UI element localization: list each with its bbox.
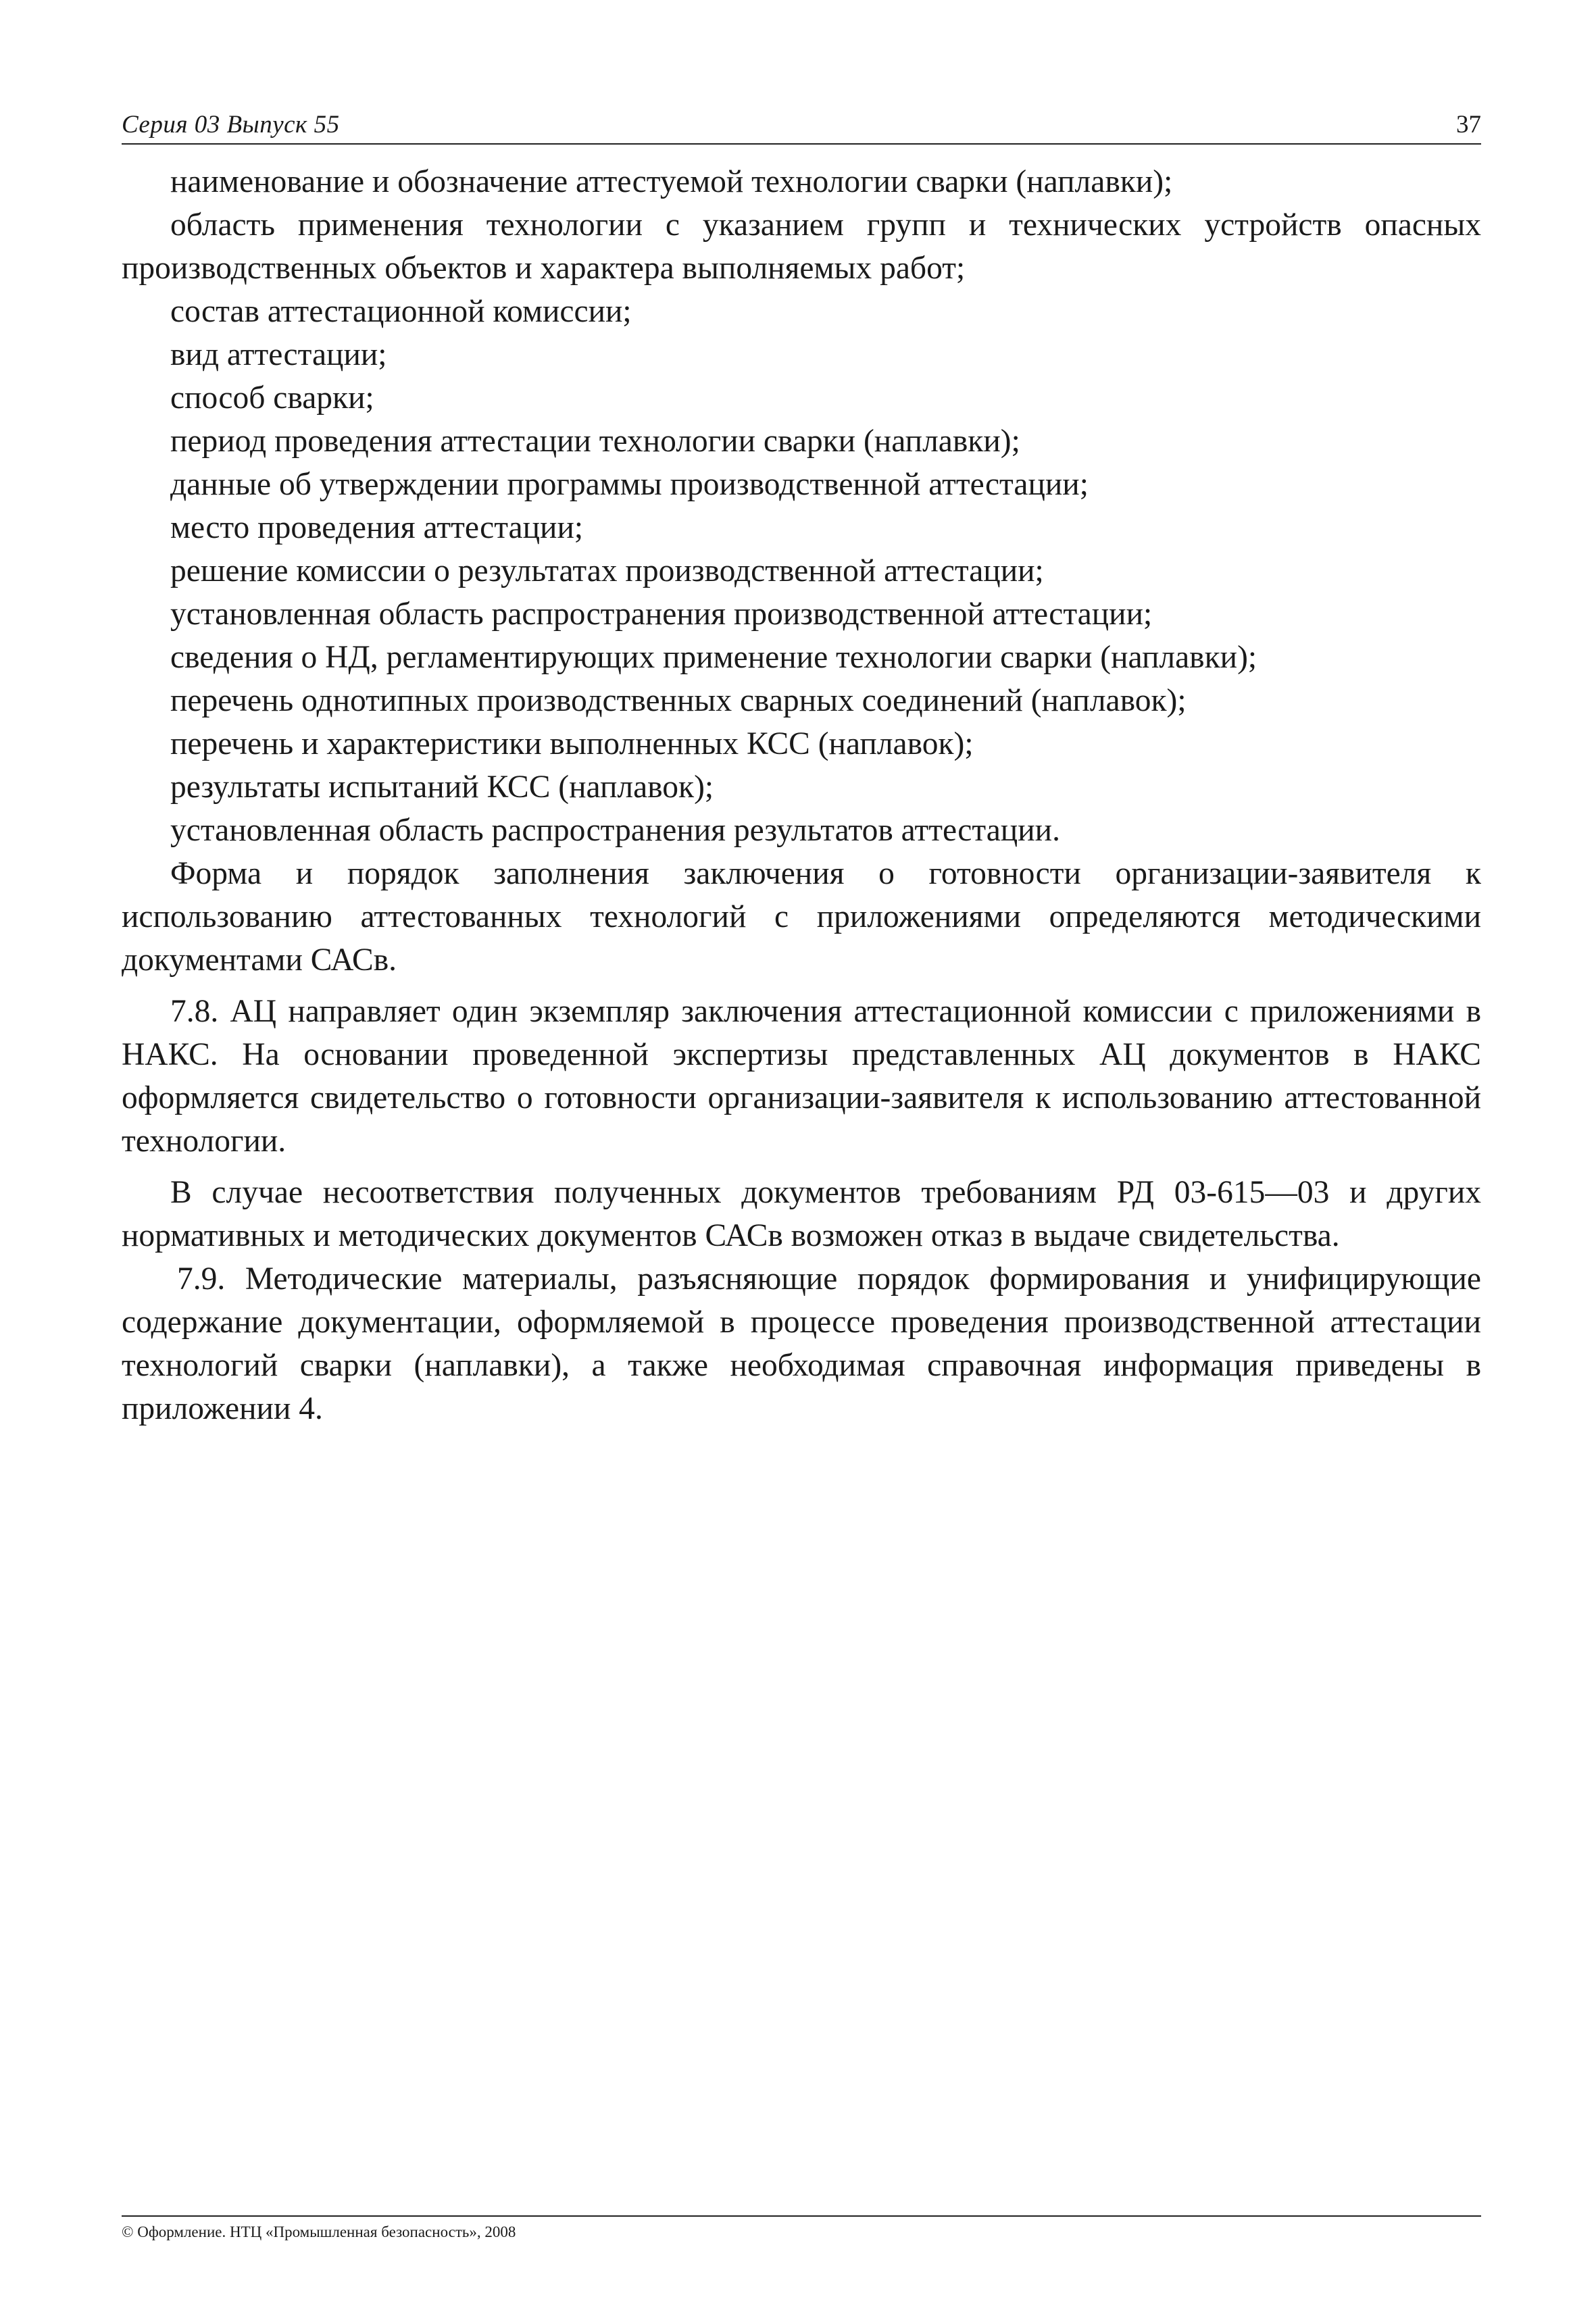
list-item: перечень однотипных производственных сварных соединений (наплавок);	[170, 683, 1187, 718]
list-item: сведения о НД, регламентирующих применение технологии сварки (наплавки);	[170, 640, 1257, 675]
list-item: место проведения аттестации;	[170, 510, 584, 545]
list-item: установленная область распространения результатов аттестации.	[170, 813, 1060, 848]
list-item: период проведения аттестации технологии сварки (наплавки);	[170, 424, 1020, 459]
list-item: способ сварки;	[170, 380, 374, 416]
list-item: решение комиссии о результатах производственной аттестации;	[170, 553, 1044, 588]
list-item: перечень и характеристики выполненных КСС (наплавок);	[170, 726, 974, 761]
page-header	[122, 101, 1481, 145]
paragraph-7-9: 7.9. Методические материалы, разъясняющие порядок формирования и унифицирующие содержание документации, оформляемой в процессе проведения производственной аттестации технологий сварки (наплавки), а также необходимая справочная информация приведены в приложении 4.	[122, 1261, 1481, 1426]
page-footer	[122, 2215, 1481, 2241]
list-item: состав аттестационной комиссии;	[170, 294, 632, 329]
paragraph-7-8: 7.8. АЦ направляет один экземпляр заключения аттестационной комиссии с приложениями в НАКС. На основании проведенной экспертизы представленных АЦ документов в НАКС оформляется свидетельство о готовности организации-заявителя к использованию аттестованной технологии.	[122, 994, 1481, 1159]
list-item: результаты испытаний КСС (наплавок);	[170, 770, 714, 805]
paragraph-refusal: В случае несоответствия полученных документов требованиям РД 03-615—03 и других нормативных и методических документов САСв возможен отказ в выдаче свидетельства.	[122, 1175, 1481, 1253]
series-title: Серия 03 Выпуск 55	[122, 111, 340, 139]
list-item: область применения технологии с указанием групп и технических устройств опасных производственных объектов и характера выполняемых работ;	[122, 207, 1481, 286]
list-item: вид аттестации;	[170, 337, 387, 372]
list-item: установленная область распространения производственной аттестации;	[170, 597, 1153, 632]
page-body	[122, 160, 1481, 1430]
list-item: наименование и обозначение аттестуемой технологии сварки (наплавки);	[170, 164, 1173, 199]
copyright-text: © Оформление. НТЦ «Промышленная безопасность», 2008	[122, 2223, 516, 2240]
list-item: данные об утверждении программы производственной аттестации;	[170, 467, 1089, 502]
page-number: 37	[1456, 111, 1481, 139]
paragraph-form-procedure: Форма и порядок заполнения заключения о готовности организации-заявителя к использованию аттестованных технологий с приложениями определяются методическими документами САСв.	[122, 856, 1481, 978]
